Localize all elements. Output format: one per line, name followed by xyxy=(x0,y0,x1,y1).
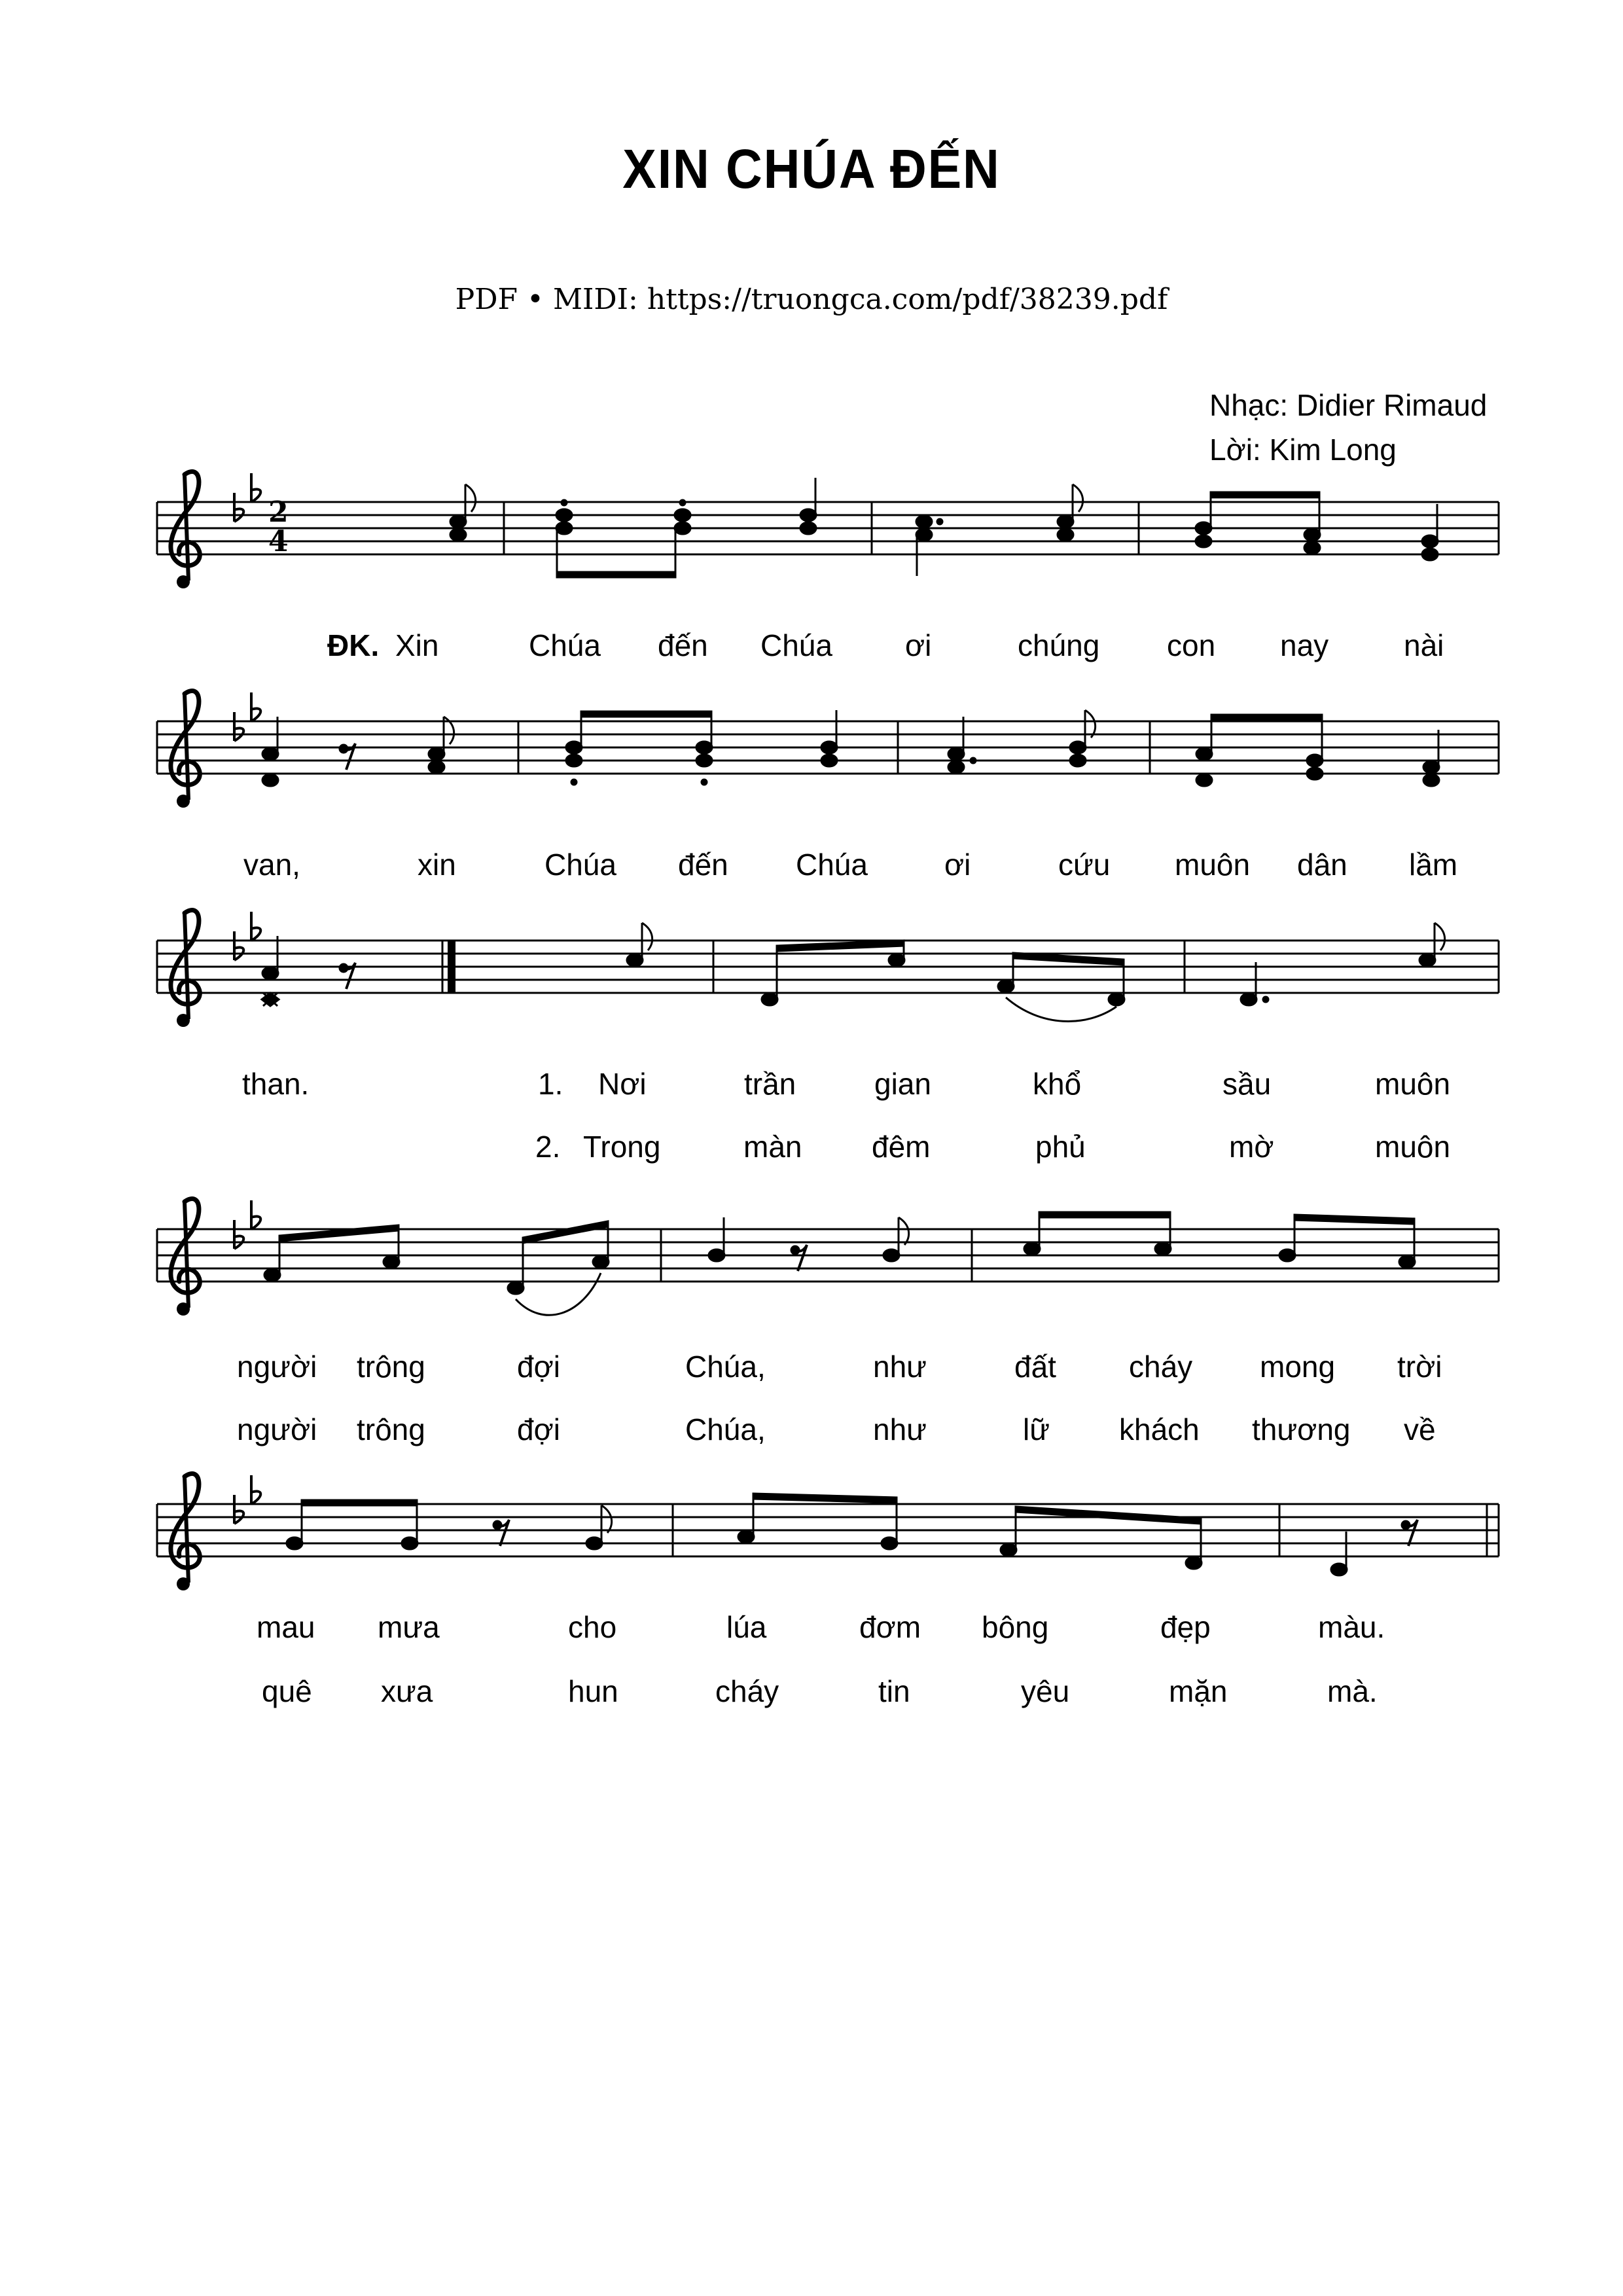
flat-icon xyxy=(234,1495,243,1524)
notes-system-3 xyxy=(262,923,1445,1021)
lyrics-system-4 xyxy=(237,1350,1442,1446)
lyric-word: đẹp xyxy=(1160,1610,1211,1644)
flat-icon xyxy=(234,1220,243,1249)
lyric-word: quê xyxy=(262,1674,312,1708)
lyric-word: Chúa xyxy=(760,628,832,662)
song-title: XIN CHÚA ĐẾN xyxy=(622,138,1001,200)
treble-clef-icon xyxy=(171,1199,200,1316)
staff-system-1 xyxy=(157,472,1499,588)
lyric-word: người xyxy=(237,1350,317,1384)
lyric-word: nay xyxy=(1280,628,1329,662)
lyric-word: mờ xyxy=(1229,1130,1274,1164)
lyric-word: đợi xyxy=(517,1350,560,1384)
lyric-word: chúng xyxy=(1018,628,1100,662)
verse-number: 2. xyxy=(535,1130,561,1164)
staff-system-5 xyxy=(157,1474,1499,1590)
lyric-word: về xyxy=(1404,1412,1436,1446)
flat-icon xyxy=(251,473,260,502)
lyric-word: con xyxy=(1167,628,1216,662)
lyric-word: lúa xyxy=(726,1610,767,1644)
lyric-word: muôn xyxy=(1375,1067,1451,1101)
lyric-word: muôn xyxy=(1375,1130,1451,1164)
lyric-word: trông xyxy=(357,1350,425,1384)
notes-system-4 xyxy=(264,1212,1415,1315)
lyric-word: tin xyxy=(878,1674,910,1708)
lyric-word: phủ xyxy=(1035,1130,1086,1164)
lyric-word: đến xyxy=(658,628,708,662)
lyric-word: yêu xyxy=(1021,1674,1070,1708)
lyric-word: màu. xyxy=(1318,1610,1385,1644)
lyric-word: trời xyxy=(1397,1350,1442,1384)
lyric-word: cháy xyxy=(1129,1350,1193,1384)
lyric-word: muôn xyxy=(1175,848,1251,882)
flat-icon xyxy=(251,912,260,941)
lyric-word: dân xyxy=(1297,848,1347,882)
verse-number: 1. xyxy=(538,1067,563,1101)
lyric-word: như xyxy=(873,1350,927,1384)
lyric-word: cháy xyxy=(715,1674,779,1708)
treble-clef-icon xyxy=(171,910,200,1027)
refrain-marker: ĐK. xyxy=(327,628,380,662)
lyric-word: ơi xyxy=(905,628,932,662)
lyric-word: mong xyxy=(1260,1350,1336,1384)
flat-icon xyxy=(234,493,243,522)
time-signature-bottom: 4 xyxy=(268,525,289,558)
lyrics-system-5 xyxy=(257,1610,1385,1708)
lyric-word: khách xyxy=(1119,1412,1200,1446)
lyric-word: sầu xyxy=(1222,1067,1272,1101)
lyric-word: màn xyxy=(743,1130,802,1164)
lyrics-system-3 xyxy=(242,1067,1450,1164)
lyric-word: Xin xyxy=(395,628,439,662)
lyric-word: nài xyxy=(1404,628,1444,662)
treble-clef-icon xyxy=(171,691,200,808)
lyric-word: đến xyxy=(678,848,728,882)
treble-clef-icon xyxy=(171,1474,200,1590)
lyric-word: van, xyxy=(243,848,300,882)
lyric-word: hun xyxy=(568,1674,618,1708)
lyrics-system-1 xyxy=(327,628,1444,662)
flat-icon xyxy=(251,1475,260,1504)
lyric-word: Chúa xyxy=(544,848,616,882)
flat-icon xyxy=(234,712,243,741)
lyric-word: Chúa xyxy=(529,628,601,662)
lyric-word: đất xyxy=(1014,1350,1056,1384)
lyric-word: mưa xyxy=(378,1610,440,1644)
treble-clef-icon xyxy=(171,472,200,588)
lyric-word: đợi xyxy=(517,1412,560,1446)
lyric-word: than. xyxy=(242,1067,310,1101)
lyric-word: ơi xyxy=(944,848,971,882)
lyric-word: Chúa, xyxy=(685,1350,766,1384)
flat-icon xyxy=(251,692,260,721)
lyric-word: cho xyxy=(568,1610,617,1644)
lyric-word: cứu xyxy=(1058,848,1111,882)
lyric-word: Trong xyxy=(583,1130,661,1164)
lyric-word: thương xyxy=(1252,1412,1351,1446)
notes-system-5 xyxy=(287,1494,1418,1575)
lyric-word: đơm xyxy=(859,1610,921,1644)
lyric-word: mặn xyxy=(1169,1674,1228,1708)
lyric-word: xin xyxy=(418,848,456,882)
time-signature-top: 2 xyxy=(268,495,289,529)
music-credit: Nhạc: Didier Rimaud xyxy=(1209,388,1488,422)
lyric-word: lầm xyxy=(1409,848,1458,882)
flat-icon xyxy=(234,931,243,960)
lyric-word: bông xyxy=(982,1610,1049,1644)
flat-icon xyxy=(251,1200,260,1229)
lyric-word: khổ xyxy=(1033,1067,1082,1101)
staff-system-2 xyxy=(157,691,1499,808)
lyric-word: trần xyxy=(744,1067,796,1101)
staff-system-4 xyxy=(157,1199,1499,1316)
lyric-word: Nơi xyxy=(598,1067,647,1101)
lyric-word: Chúa xyxy=(796,848,868,882)
staff-system-3 xyxy=(157,910,1499,1027)
lyric-word: mau xyxy=(257,1610,315,1644)
lyric-word: như xyxy=(873,1412,927,1446)
lyrics-credit: Lời: Kim Long xyxy=(1209,433,1397,467)
lyrics-system-2 xyxy=(243,848,1457,882)
source-link[interactable]: PDF • MIDI: https://truongca.com/pdf/38239.pdf xyxy=(455,283,1168,316)
lyric-word: đêm xyxy=(872,1130,931,1164)
lyric-word: xưa xyxy=(381,1674,433,1708)
lyric-word: người xyxy=(237,1412,317,1446)
lyric-word: gian xyxy=(874,1067,931,1101)
lyric-word: Chúa, xyxy=(685,1412,766,1446)
lyric-word: trông xyxy=(357,1412,425,1446)
lyric-word: lữ xyxy=(1023,1412,1050,1446)
lyric-word: mà. xyxy=(1327,1674,1378,1708)
